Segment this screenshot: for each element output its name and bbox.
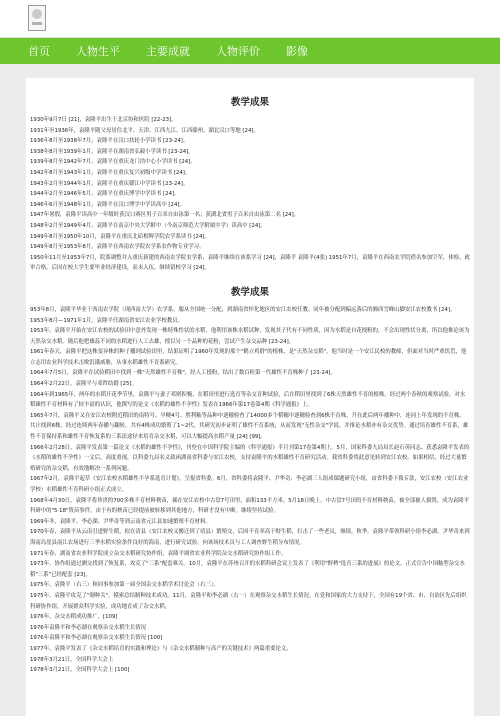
text-line: 1930年9月7日 [21]，袁隆平出生于北京协和医院 [22-23]。 [30, 117, 177, 123]
section-body [30, 305, 470, 676]
section-body [30, 115, 470, 274]
text-line: 1977年，袁隆平发表了《杂交水稻培育的实践和理论》与《杂交水稻制种与高产的关键技术》两篇重要论文。 [30, 645, 292, 652]
text-line: 1964年2月22日，袁隆平与邓哲结婚 [25]。 [30, 381, 137, 388]
section-title: 教学成果 [230, 286, 269, 298]
text-paragraph: 953年8月，袁隆平毕业于西南农学院（现西南大学）农学系。服从全国统一分配，到湖南省怀化地区的安江农校任教。同年被分配到偏远落后的湘西雪峰山脚安江农校教书 [24]。 [30, 306, 456, 313]
nav-item-achievements[interactable]: 主要成就 [146, 45, 190, 58]
text-paragraph: 1953年，袁隆平开始在安江农校的试验田中意外发现一株特殊性状的水稻，他利用该株水稻试种，发现其子代有不同性质，因为水稻是自花授粉的，不会出现性状分离，所以他推论该为天然杂交水稻。随后他把雄蕊不同的水稻进行人工去雄，授以另一个品种的花粉，尝试产生杂交品种 [23-24]。 [30, 328, 470, 345]
text-paragraph: 1950年11月至1953年7月，院系调整并入重庆新建的西南农学院农学系，袁隆平继续在该系学习 [24]，袁隆平 袁隆平(4张) 1951年7月，袁隆平在西南农学院借名参加空军，体检、政审合格，后因在校大学生要毕业经济建设，而未入伍，继续留校学习 [24]。 [30, 254, 470, 272]
text-paragraph: 1975年，袁隆平攻克了"制种关"，摸索总结制种技术成功。11月，袁隆平和李必湖（右一）在观察杂交水稻生长情况。在党和国家的大力支持下，全国有19个省、市、自治区先后组织科研协作组，开展群众科学实验，成功地育成了杂交水稻。 [30, 592, 467, 610]
text-paragraph: 1961年春天，袁隆平把这株变异株的种子播到试验田里，结果证明了1960年发现的那个"鹤立鸡群"的植株，是"天然杂交稻"，他当时是一个安江民校的教师，但面对当时严重饥荒，他立志用农业科学技术击败饥饿威胁，从事水稻雄性不育系研究。 [30, 349, 467, 366]
top-header [0, 0, 500, 38]
text-line: 1944年2月至1946年5月，袁隆平在重庆博学中学读书 [24]。 [30, 191, 180, 198]
text-line: 1975年，袁隆平（右三）和同事参加第一届全国杂交水稻学术讨论会（右三）。 [30, 582, 219, 589]
text-paragraph: 1964年到1965年，两年的水稻开花季节里，袁隆平与妻子邓则积极、在稻田里进行选育等杂交育种试验，后在稻田里找到了6株天然雄性不育的植株。经过两个春秋的观察试验，对水稻雄性不育材料有了较丰富的认识，他撰写的论文《水稻的雄性不孕性》发表在1966年第17卷第4期《科学通报》上。 [30, 391, 466, 409]
text-paragraph: 1970年春，袁隆平从云南引进野生稻，拟在清县（安江农校又搬迁到了靖县）繁殖交，后因不育率高于野生稻，打击了一些老员，继续。秋季，袁隆平带领科研小组李必湖、尹华奇来到海南岛崖县南江农场进行三季水稻实验条件良好的海南，进行研究试验，向该场技术员与工人调查野生稻分布情况。 [30, 529, 470, 546]
nav-item-life[interactable]: 人物生平 [76, 45, 120, 58]
text-line: 1939年8月至1942年7月，袁隆平在重庆龙门浩中心小学读书 [24]。 [30, 159, 196, 166]
text-paragraph: 1973年，协作组通过测交找到了恢复系，攻克了"三系"配套难关。10月，袁隆平在苏州召开的水稻科研会议上发表了《利用"野稗"选育三系的进展》的论文，正式宣告中国籼型杂交水稻"三系"已经配套 [23]。 [30, 561, 465, 578]
text-line: 1976年袁隆平和李必湖在观察杂交水稻生长情况 [100] [30, 635, 163, 642]
text-line: 1949年8月至1950年10月，袁隆平在重庆北碚相辉学院农学系读书 [24]。 [30, 233, 210, 240]
emblem-logo [28, 5, 46, 31]
text-line: 1978年3月21日，全国科学大会上 [100] [30, 667, 130, 674]
text-paragraph: 1967年2月，袁隆平起草《安江农校水稻雄性不孕系选育计划》，呈报省科委。6月，省科委将袁隆平、尹华奇、李必湖三人组成课题研究小组，由省科委下拨专款，安江农校（安江农业学校）水稻雄性不育科研小组正式成立。 [30, 476, 469, 493]
text-paragraph: 1966年2月28日，袁隆平发表第一篇论文《水稻的雄性不孕性》，刊登在中国科学院主编的《科学通报》半月刊第17卷第4期上。5月，国家科委九局局长赵石英同志、获悉袁隆平发表的《水稻的雄性不孕性》一文后，高度重视，以科委九局名义致函湖南省科委与安江农校，支持袁隆平的水稻雄性不育研究活动。我省科委将此意见转到安江农校。如果相信，经过大量繁殖研究的杂交稻，有效地解决一系列问题。 [30, 444, 470, 472]
section-title: 教学成果 [230, 97, 269, 108]
text-line: 1976年袁隆平和李必湖在观察杂交水稻生长情况 [30, 624, 147, 631]
text-line: 1948年2月至1949年4月，袁隆平在南京中央大学附中（今南京师范大学附属中学）读高中 [24]。 [30, 222, 266, 229]
text-line: 1947年暑假，袁隆平读高中一年级时获汉口赛区男子百米自由泳第一名；获湖北省男子百米自由泳第二名 [24]。 [30, 212, 300, 219]
text-line: 1953年8月—1971年1月，袁隆平任湖南省安江农业学校教员。 [30, 317, 183, 324]
main-nav [0, 38, 500, 64]
text-line: 1942年8月至1943年1月，袁隆平在重庆复兴初级中学读书 [24]。 [30, 169, 191, 176]
text-line: 1931年至1936年，袁隆平随父母居住北平、天津、江西九江、江西赣州、湖北汉口等地 [24]。 [30, 127, 259, 134]
text-paragraph: 1965年7月，袁隆平又在安江农校附近稻田的南特号、早粳4号、胜利籼等品种中逐穗检查了14000多个稻穗中逐穗检查到6株不育株。升在此后两年播种中，连同上年发现的不育株，共计找到6株。经过连续两年春播与翻转，共有4株成功繁殖了1~2代。其研究初步证明了雄性不育系统，从而发现"无性杂交"学说、并推论水稻亦有杂交优势。通过培育雄性不育系，雄性不育保持系和雄性不育恢复系的三系法途径来培育杂交水稻，可以大幅提高水稻产量 [24] [99]。 [30, 412, 469, 441]
text-line: 1938年8月至1939年1月，袁隆平在湖南省弘毅小学读书 [23-24]。 [30, 148, 194, 155]
text-line: 1943年2月至1944年1月，袁隆平在重庆赣江中学读书 [23-24]。 [30, 180, 189, 187]
text-line: 1946年6月至1948年1月，袁隆平在汉口博学中学读高中 [24]。 [30, 201, 185, 208]
text-line: 1964年7月5日，袁隆平在试验稻田中找到一株"天然雄性不育株"，经人工授粉，结出了数百粒第一代雄性不育株种子 [23-24]。 [30, 370, 336, 377]
text-line: 1949年8月至1953年8月，袁隆平在西南农学院农学系农作物专业学习。 [30, 244, 205, 251]
text-line: 1969年冬，袁隆平、李必湖、尹华奇等到云南省元江县加速繁殖不育材料。 [30, 518, 211, 525]
text-line: 1978年3月21日，全国科学大会上 [30, 656, 114, 663]
text-line: 1971年春，湖南省农业科学院成立杂交水稻研究协作组，袁隆平调省农业科学院杂交水稻研究协作组工作。 [30, 550, 287, 557]
article-content [26, 78, 474, 716]
text-line: 1976年，杂交水稻成功推广。[109] [30, 614, 118, 621]
text-paragraph: 1968年4月30日，袁隆平将珍贵的700多株不育材料秧苗，插在安江农校中古盘7号田里，面积133平方米。5月18日晚上，中古盘7号田的不育材料秧苗，被全部被人拔毁。成为袁隆平科研中的"5·18"毁苗事件，由于有的秧苗已经提前被转移到其他地方，科研才没有中断。继续坚持试验。 [30, 497, 470, 515]
nav-item-images[interactable]: 影像 [286, 45, 308, 58]
text-line: 1936年8月至1938年7月，袁隆平在汉口扶轮小学读书 [23-24]。 [30, 138, 189, 145]
nav-item-evaluation[interactable]: 人物评价 [216, 45, 260, 58]
nav-item-home[interactable]: 首页 [28, 45, 50, 58]
